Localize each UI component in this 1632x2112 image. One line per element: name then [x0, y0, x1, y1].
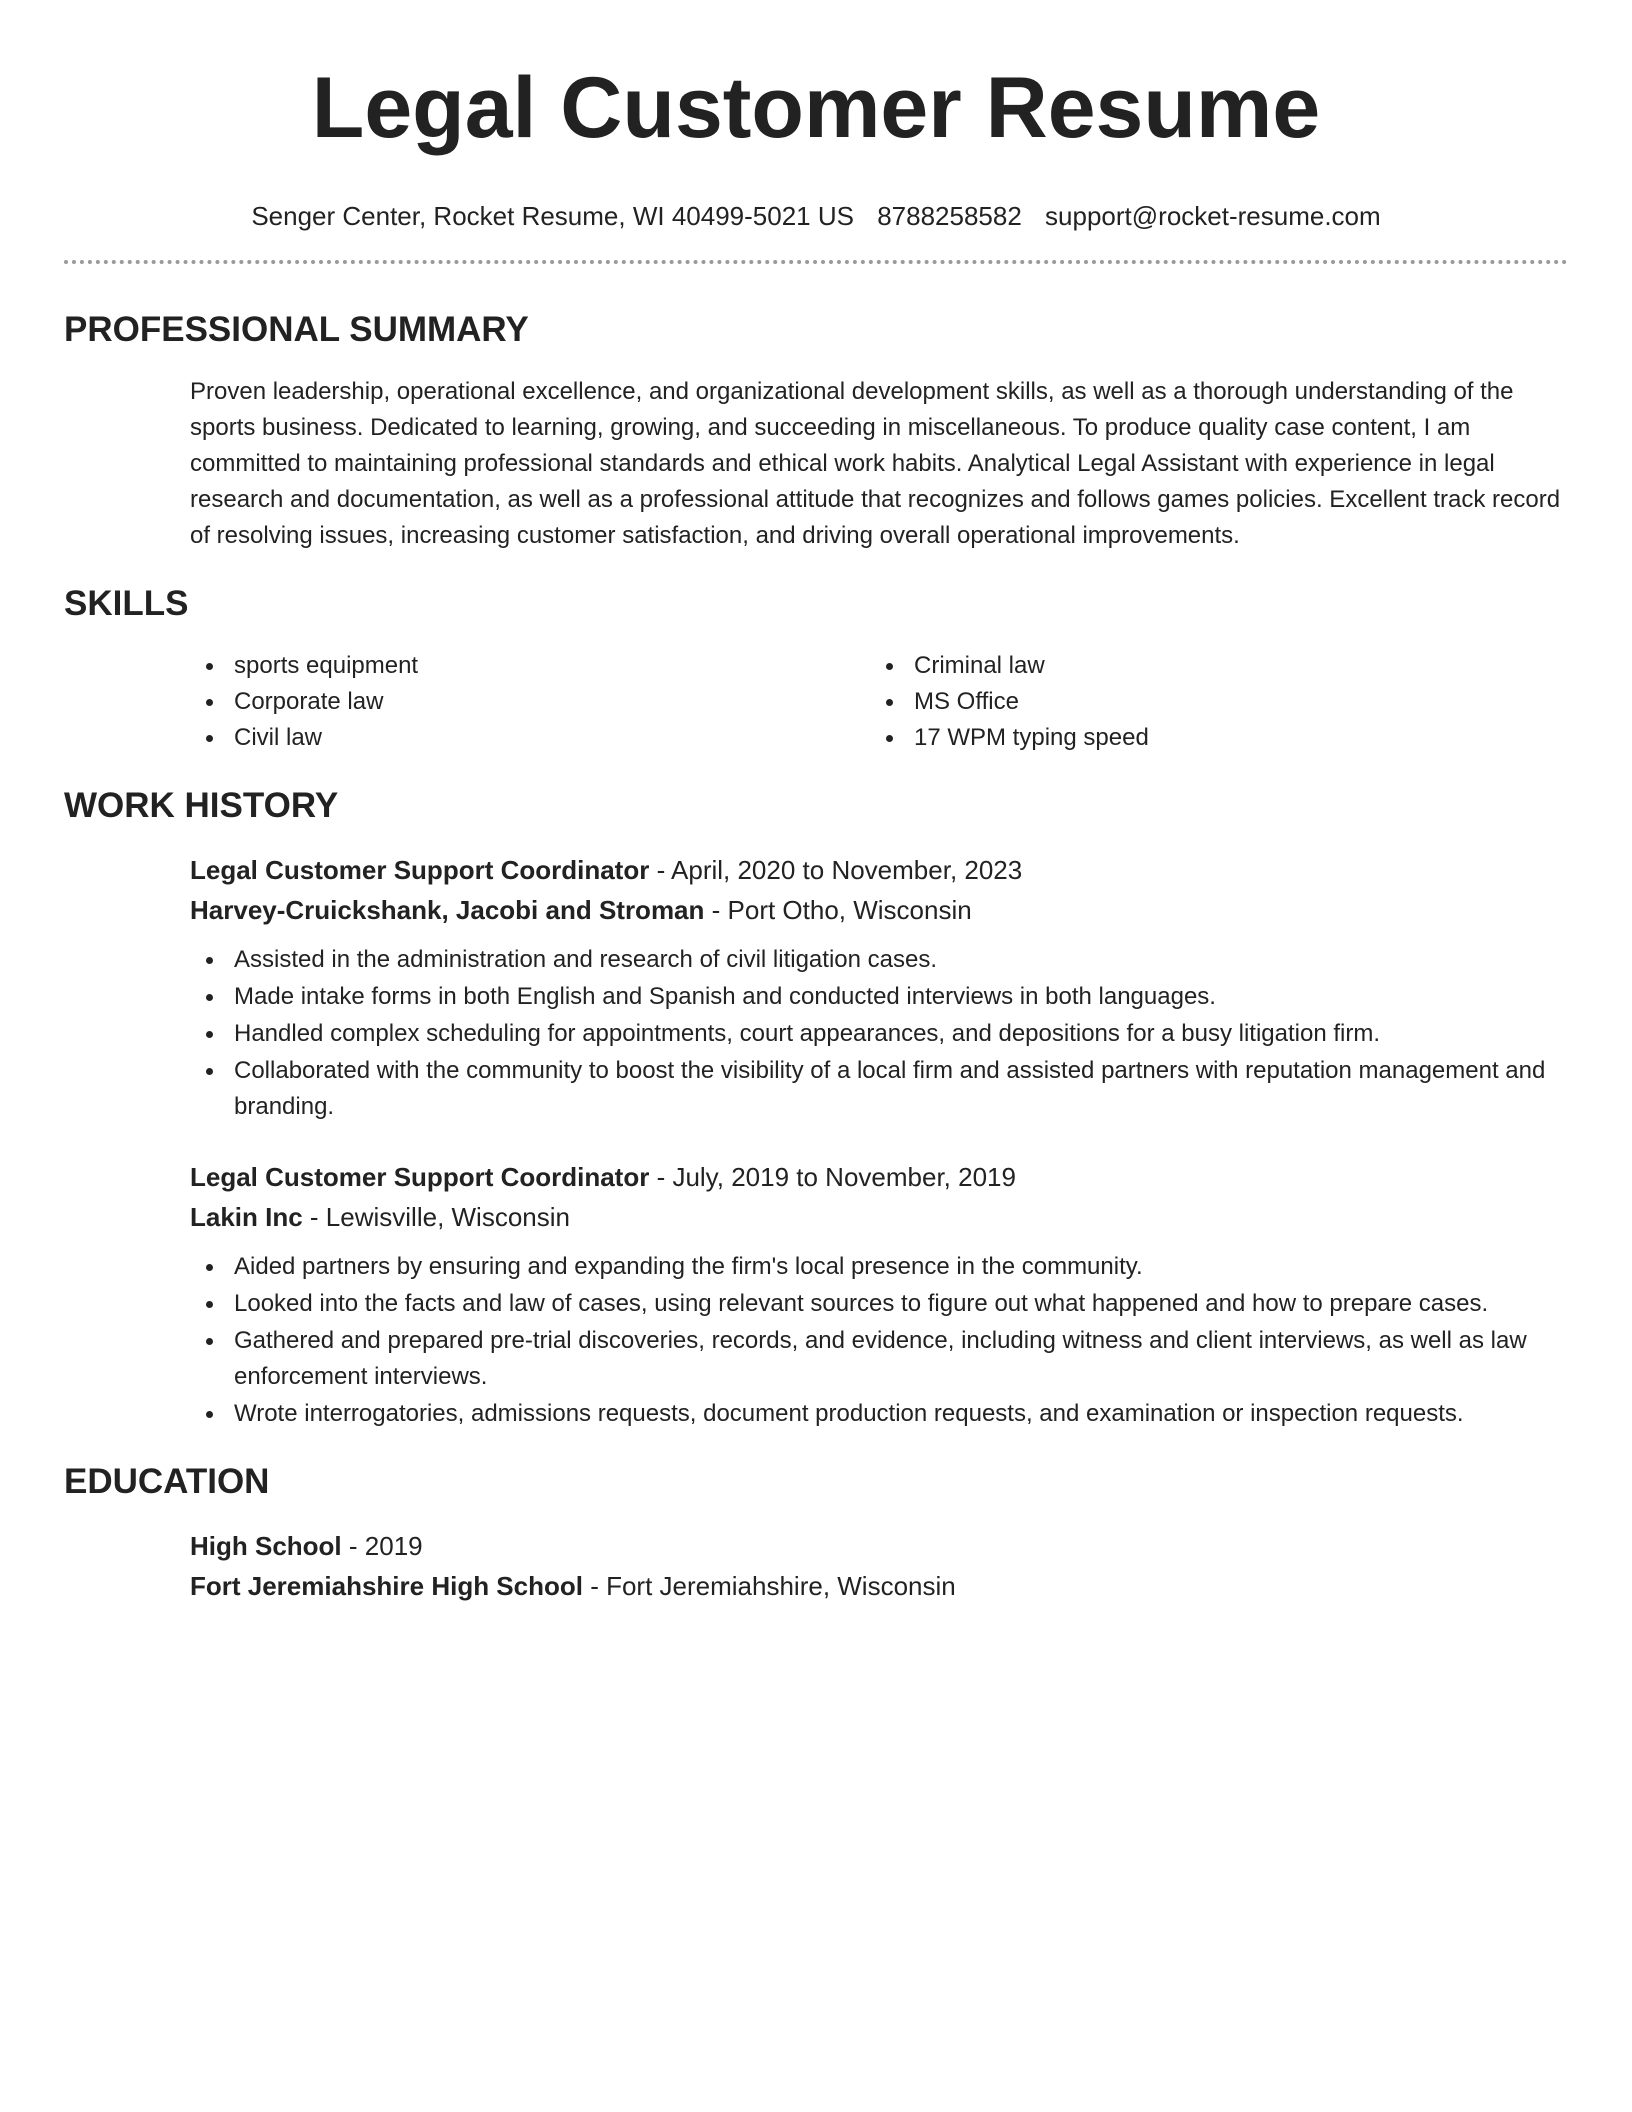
job-dates: - April, 2020 to November, 2023 — [649, 855, 1023, 885]
skill-item: MS Office — [914, 684, 1568, 720]
job-company: Harvey-Cruickshank, Jacobi and Stroman — [190, 895, 705, 925]
education-school: Fort Jeremiahshire High School — [190, 1571, 583, 1601]
job-bullet: Gathered and prepared pre-trial discoveries, records, and evidence, including witness and client interviews, as well as law enforcement interviews. — [234, 1323, 1568, 1395]
job-role: Legal Customer Support Coordinator — [190, 855, 650, 885]
job-dates: - July, 2019 to November, 2019 — [649, 1162, 1016, 1192]
job-location: - Port Otho, Wisconsin — [704, 895, 972, 925]
skills-heading: SKILLS — [64, 584, 189, 623]
skill-item: 17 WPM typing speed — [914, 720, 1568, 756]
skills-list-left — [190, 648, 870, 756]
job-bullet: Assisted in the administration and research of civil litigation cases. — [234, 942, 1568, 978]
work-history-heading: WORK HISTORY — [64, 786, 339, 825]
contact-phone: 8788258582 — [877, 201, 1022, 231]
summary-section — [190, 374, 1568, 554]
job-title-line — [190, 850, 1568, 890]
job-company: Lakin Inc — [190, 1202, 303, 1232]
summary-text: Proven leadership, operational excellence, and organizational development skills, as well as a thorough understanding of the sports business. Dedicated to learning, growing, and succeeding in miscellaneous. To produce quality case content, I am committed to maintaining professional standards and ethical work habits. Analytical Legal Assistant with experience in legal research and documentation, as well as a professional attitude that recognizes and follows games policies. Excellent track record of resolving issues, increasing customer satisfaction, and driving overall operational improvements. — [190, 378, 1561, 549]
work-history-section — [190, 850, 1568, 1432]
skill-item: Corporate law — [234, 684, 870, 720]
resume-title: Legal Customer Resume — [311, 60, 1321, 156]
contact-line — [64, 200, 1568, 232]
job-bullet: Collaborated with the community to boost the visibility of a local firm and assisted partners with reputation management and branding. — [234, 1053, 1568, 1125]
job-bullet: Wrote interrogatories, admissions requests, document production requests, and examination or inspection requests. — [234, 1396, 1568, 1432]
header-divider — [64, 260, 1568, 264]
contact-address: Senger Center, Rocket Resume, WI 40499-5021 US — [251, 201, 854, 231]
job-location: - Lewisville, Wisconsin — [302, 1202, 570, 1232]
education-section — [190, 1526, 1568, 1606]
job-bullets — [190, 1249, 1568, 1432]
job-bullet: Handled complex scheduling for appointments, court appearances, and depositions for a busy litigation firm. — [234, 1016, 1568, 1052]
job-company-line — [190, 890, 1568, 930]
skills-section — [190, 648, 1568, 756]
skills-list-right — [870, 648, 1568, 756]
skill-item: Civil law — [234, 720, 870, 756]
skill-item: sports equipment — [234, 648, 870, 684]
education-degree-line — [190, 1526, 1568, 1566]
job-title-line — [190, 1157, 1568, 1197]
education-degree: High School — [190, 1531, 342, 1561]
job-bullets — [190, 942, 1568, 1125]
contact-email: support@rocket-resume.com — [1045, 201, 1381, 231]
job-bullet: Aided partners by ensuring and expanding the firm's local presence in the community. — [234, 1249, 1568, 1285]
job-bullet: Looked into the facts and law of cases, using relevant sources to figure out what happened and how to prepare cases. — [234, 1286, 1568, 1322]
job-bullet: Made intake forms in both English and Spanish and conducted interviews in both languages. — [234, 979, 1568, 1015]
education-year: - 2019 — [341, 1531, 423, 1561]
job-company-line — [190, 1197, 1568, 1237]
education-school-line — [190, 1566, 1568, 1606]
job-role: Legal Customer Support Coordinator — [190, 1162, 650, 1192]
skill-item: Criminal law — [914, 648, 1568, 684]
education-location: - Fort Jeremiahshire, Wisconsin — [582, 1571, 956, 1601]
education-heading: EDUCATION — [64, 1462, 270, 1501]
summary-heading: PROFESSIONAL SUMMARY — [64, 310, 529, 349]
